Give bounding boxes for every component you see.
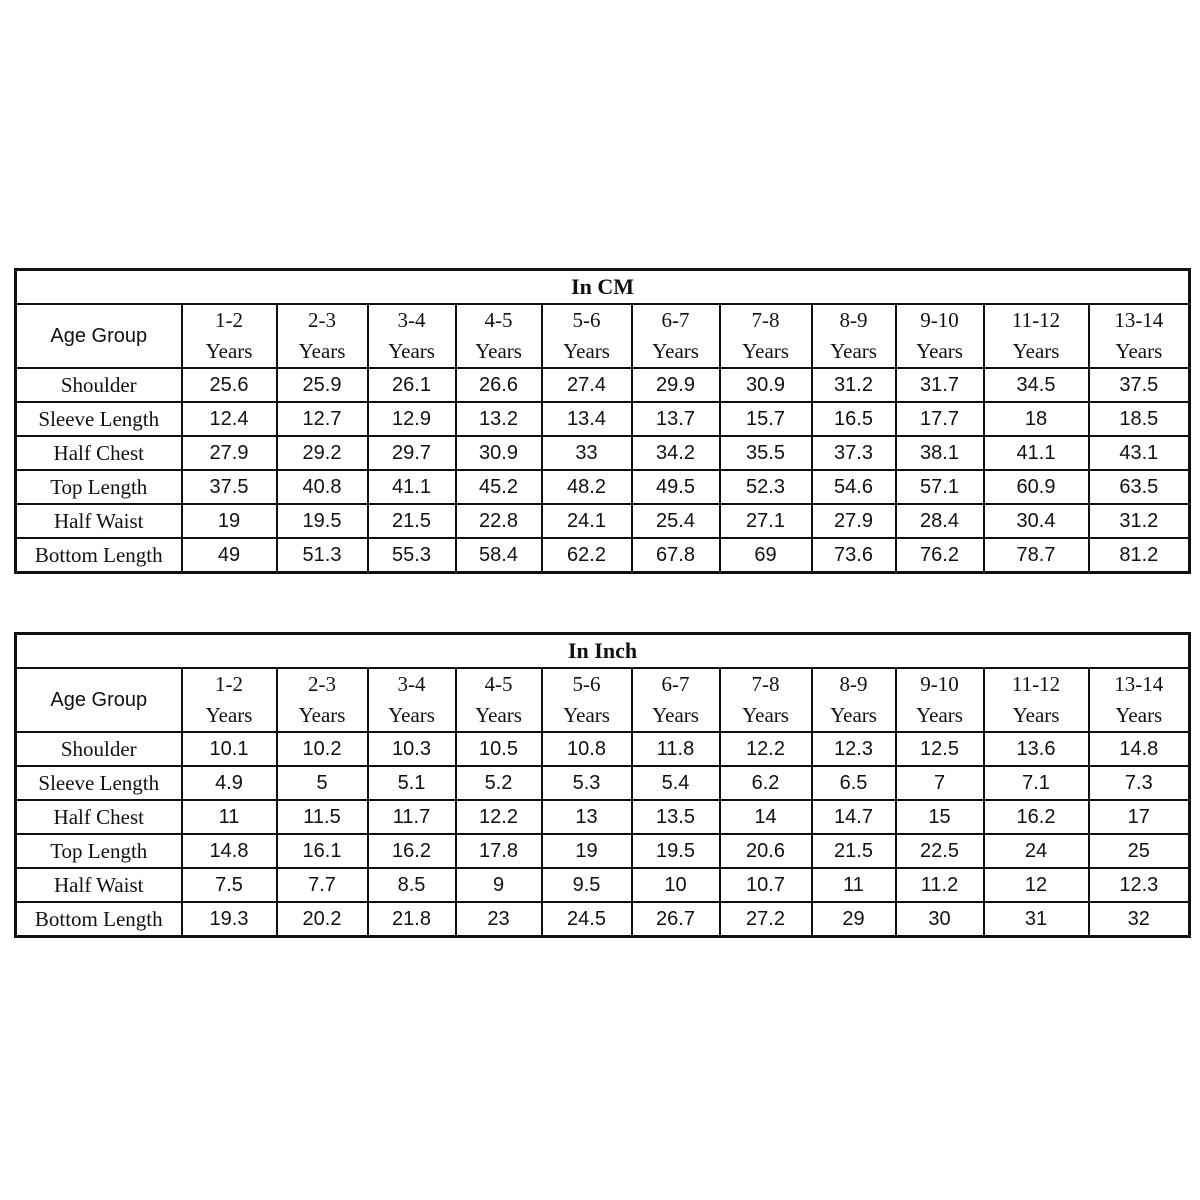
age-range: 7-8	[751, 308, 780, 332]
age-range: 3-4	[397, 308, 426, 332]
measurement-value: 24.1	[542, 504, 632, 538]
measurement-value: 13.5	[632, 800, 720, 834]
measurement-value: 27.2	[720, 902, 812, 937]
measurement-row	[16, 402, 1190, 436]
measurement-value: 29	[812, 902, 896, 937]
measurement-value: 37.3	[812, 436, 896, 470]
measurement-value: 13.6	[984, 732, 1089, 766]
table-title-row	[16, 634, 1190, 669]
measurement-value: 5.1	[368, 766, 456, 800]
measurement-value: 11.5	[277, 800, 368, 834]
measurement-value: 11	[812, 868, 896, 902]
age-range: 5-6	[572, 308, 601, 332]
measurement-value: 60.9	[984, 470, 1089, 504]
measurement-value: 63.5	[1089, 470, 1190, 504]
measurement-value: 5.2	[456, 766, 542, 800]
age-group-header	[277, 668, 368, 732]
age-range: 8-9	[839, 308, 868, 332]
measurement-value: 81.2	[1089, 538, 1190, 573]
measurement-value: 10.5	[456, 732, 542, 766]
measurement-value: 34.2	[632, 436, 720, 470]
age-unit: Years	[652, 339, 699, 363]
measurement-value: 21.8	[368, 902, 456, 937]
age-unit: Years	[1115, 339, 1163, 363]
measurement-value: 9.5	[542, 868, 632, 902]
measurement-value: 25	[1089, 834, 1190, 868]
measurement-row	[16, 902, 1190, 937]
measurement-value: 12.2	[456, 800, 542, 834]
measurement-value: 19.5	[277, 504, 368, 538]
measurement-value: 29.2	[277, 436, 368, 470]
measurement-value: 5	[277, 766, 368, 800]
measurement-value: 14.8	[1089, 732, 1190, 766]
measurement-row	[16, 800, 1190, 834]
measurement-value: 34.5	[984, 368, 1089, 402]
measurement-value: 58.4	[456, 538, 542, 573]
age-group-header	[182, 668, 277, 732]
measurement-row	[16, 766, 1190, 800]
age-unit: Years	[475, 703, 522, 727]
measurement-label: Half Waist	[16, 504, 182, 538]
age-group-label: Age Group	[16, 668, 182, 732]
age-group-header	[1089, 304, 1190, 368]
age-range: 8-9	[839, 672, 868, 696]
age-group-header	[542, 304, 632, 368]
measurement-value: 13.4	[542, 402, 632, 436]
age-group-header	[456, 304, 542, 368]
age-group-header	[896, 304, 984, 368]
measurement-value: 13.2	[456, 402, 542, 436]
measurement-value: 7.1	[984, 766, 1089, 800]
measurement-value: 40.8	[277, 470, 368, 504]
measurement-value: 27.9	[182, 436, 277, 470]
age-range: 9-10	[920, 308, 959, 332]
measurement-label: Bottom Length	[16, 538, 182, 573]
measurement-value: 15	[896, 800, 984, 834]
measurement-label: Top Length	[16, 834, 182, 868]
measurement-value: 29.7	[368, 436, 456, 470]
measurement-value: 19	[182, 504, 277, 538]
measurement-value: 54.6	[812, 470, 896, 504]
measurement-label: Sleeve Length	[16, 402, 182, 436]
measurement-value: 25.9	[277, 368, 368, 402]
measurement-value: 7.7	[277, 868, 368, 902]
measurement-value: 38.1	[896, 436, 984, 470]
age-group-label: Age Group	[16, 304, 182, 368]
age-unit: Years	[830, 703, 877, 727]
age-range: 4-5	[484, 672, 513, 696]
measurement-value: 4.9	[182, 766, 277, 800]
age-range: 1-2	[215, 672, 243, 696]
measurement-label: Top Length	[16, 470, 182, 504]
measurement-value: 25.4	[632, 504, 720, 538]
measurement-value: 18.5	[1089, 402, 1190, 436]
measurement-value: 12.3	[1089, 868, 1190, 902]
measurement-value: 5.4	[632, 766, 720, 800]
measurement-label: Shoulder	[16, 368, 182, 402]
measurement-value: 22.5	[896, 834, 984, 868]
measurement-value: 11.2	[896, 868, 984, 902]
age-unit: Years	[652, 703, 699, 727]
measurement-value: 27.4	[542, 368, 632, 402]
measurement-value: 19.3	[182, 902, 277, 937]
age-unit: Years	[298, 703, 346, 727]
measurement-value: 11.8	[632, 732, 720, 766]
measurement-value: 7.3	[1089, 766, 1190, 800]
measurement-value: 16.5	[812, 402, 896, 436]
size-chart-inch-table	[14, 632, 1191, 938]
measurement-value: 11	[182, 800, 277, 834]
measurement-value: 10	[632, 868, 720, 902]
measurement-value: 33	[542, 436, 632, 470]
age-group-header-row	[16, 668, 1190, 732]
measurement-value: 67.8	[632, 538, 720, 573]
measurement-value: 15.7	[720, 402, 812, 436]
measurement-value: 6.5	[812, 766, 896, 800]
measurement-row	[16, 436, 1190, 470]
measurement-value: 17	[1089, 800, 1190, 834]
measurement-value: 10.8	[542, 732, 632, 766]
measurement-value: 24	[984, 834, 1089, 868]
measurement-value: 31.2	[812, 368, 896, 402]
measurement-value: 10.3	[368, 732, 456, 766]
measurement-value: 62.2	[542, 538, 632, 573]
age-group-header	[542, 668, 632, 732]
measurement-value: 55.3	[368, 538, 456, 573]
age-range: 11-12	[1011, 672, 1061, 696]
age-range: 5-6	[572, 672, 601, 696]
age-group-header	[368, 304, 456, 368]
age-range: 1-2	[215, 308, 243, 332]
measurement-value: 5.3	[542, 766, 632, 800]
age-unit: Years	[205, 339, 253, 363]
measurement-value: 31.7	[896, 368, 984, 402]
age-group-header	[632, 304, 720, 368]
measurement-value: 32	[1089, 902, 1190, 937]
age-unit: Years	[563, 703, 610, 727]
age-unit: Years	[1012, 339, 1060, 363]
age-range: 6-7	[661, 308, 690, 332]
age-group-header	[896, 668, 984, 732]
measurement-value: 37.5	[1089, 368, 1190, 402]
age-group-header	[720, 304, 812, 368]
age-range: 2-3	[308, 308, 336, 332]
measurement-value: 52.3	[720, 470, 812, 504]
age-unit: Years	[742, 703, 789, 727]
measurement-value: 24.5	[542, 902, 632, 937]
measurement-row	[16, 368, 1190, 402]
age-group-header-row	[16, 304, 1190, 368]
age-range: 13-14	[1114, 308, 1164, 332]
measurement-value: 19.5	[632, 834, 720, 868]
age-unit: Years	[388, 339, 435, 363]
measurement-value: 10.2	[277, 732, 368, 766]
age-unit: Years	[205, 703, 253, 727]
measurement-value: 23	[456, 902, 542, 937]
age-range: 7-8	[751, 672, 780, 696]
measurement-value: 25.6	[182, 368, 277, 402]
measurement-value: 29.9	[632, 368, 720, 402]
measurement-row	[16, 470, 1190, 504]
age-range: 4-5	[484, 308, 513, 332]
measurement-value: 27.1	[720, 504, 812, 538]
age-unit: Years	[563, 339, 610, 363]
measurement-value: 21.5	[368, 504, 456, 538]
table-title-row	[16, 270, 1190, 305]
measurement-value: 12.7	[277, 402, 368, 436]
measurement-value: 7.5	[182, 868, 277, 902]
measurement-row	[16, 732, 1190, 766]
age-range: 2-3	[308, 672, 336, 696]
age-unit: Years	[1012, 703, 1060, 727]
age-unit: Years	[916, 703, 963, 727]
measurement-value: 10.1	[182, 732, 277, 766]
measurement-label: Sleeve Length	[16, 766, 182, 800]
age-range: 6-7	[661, 672, 690, 696]
measurement-value: 26.6	[456, 368, 542, 402]
age-unit: Years	[1115, 703, 1163, 727]
measurement-label: Shoulder	[16, 732, 182, 766]
measurement-value: 51.3	[277, 538, 368, 573]
measurement-value: 19	[542, 834, 632, 868]
measurement-value: 12.5	[896, 732, 984, 766]
measurement-value: 17.7	[896, 402, 984, 436]
age-range: 13-14	[1114, 672, 1164, 696]
age-group-header	[984, 668, 1089, 732]
measurement-value: 16.2	[984, 800, 1089, 834]
table-title: In CM	[16, 270, 1190, 305]
measurement-value: 13.7	[632, 402, 720, 436]
measurement-value: 73.6	[812, 538, 896, 573]
measurement-value: 10.7	[720, 868, 812, 902]
age-group-header	[632, 668, 720, 732]
measurement-value: 45.2	[456, 470, 542, 504]
age-group-header	[456, 668, 542, 732]
measurement-value: 69	[720, 538, 812, 573]
measurement-value: 18	[984, 402, 1089, 436]
measurement-value: 14	[720, 800, 812, 834]
age-unit: Years	[916, 339, 963, 363]
measurement-value: 30.9	[456, 436, 542, 470]
measurement-value: 76.2	[896, 538, 984, 573]
measurement-label: Bottom Length	[16, 902, 182, 937]
measurement-row	[16, 834, 1190, 868]
measurement-value: 12.4	[182, 402, 277, 436]
measurement-value: 14.8	[182, 834, 277, 868]
age-group-header	[812, 304, 896, 368]
measurement-value: 9	[456, 868, 542, 902]
measurement-value: 43.1	[1089, 436, 1190, 470]
size-chart-cm-table	[14, 268, 1191, 574]
measurement-value: 28.4	[896, 504, 984, 538]
measurement-value: 21.5	[812, 834, 896, 868]
measurement-value: 57.1	[896, 470, 984, 504]
age-unit: Years	[388, 703, 435, 727]
measurement-value: 41.1	[368, 470, 456, 504]
measurement-value: 16.1	[277, 834, 368, 868]
measurement-value: 49	[182, 538, 277, 573]
measurement-value: 17.8	[456, 834, 542, 868]
age-unit: Years	[830, 339, 877, 363]
measurement-value: 12.3	[812, 732, 896, 766]
measurement-value: 12.9	[368, 402, 456, 436]
table-title: In Inch	[16, 634, 1190, 669]
measurement-value: 13	[542, 800, 632, 834]
measurement-value: 31.2	[1089, 504, 1190, 538]
measurement-value: 14.7	[812, 800, 896, 834]
measurement-label: Half Chest	[16, 800, 182, 834]
measurement-value: 12.2	[720, 732, 812, 766]
measurement-value: 37.5	[182, 470, 277, 504]
age-range: 3-4	[397, 672, 426, 696]
age-group-header	[1089, 668, 1190, 732]
measurement-value: 7	[896, 766, 984, 800]
age-unit: Years	[475, 339, 522, 363]
measurement-value: 48.2	[542, 470, 632, 504]
age-group-header	[277, 304, 368, 368]
measurement-row	[16, 504, 1190, 538]
measurement-value: 30.4	[984, 504, 1089, 538]
measurement-value: 20.6	[720, 834, 812, 868]
measurement-label: Half Waist	[16, 868, 182, 902]
measurement-value: 30.9	[720, 368, 812, 402]
measurement-row	[16, 538, 1190, 573]
measurement-value: 6.2	[720, 766, 812, 800]
age-range: 9-10	[920, 672, 959, 696]
age-group-header	[720, 668, 812, 732]
measurement-value: 30	[896, 902, 984, 937]
measurement-value: 11.7	[368, 800, 456, 834]
age-group-header	[812, 668, 896, 732]
measurement-value: 41.1	[984, 436, 1089, 470]
measurement-value: 12	[984, 868, 1089, 902]
measurement-value: 20.2	[277, 902, 368, 937]
measurement-value: 16.2	[368, 834, 456, 868]
measurement-value: 31	[984, 902, 1089, 937]
measurement-value: 78.7	[984, 538, 1089, 573]
measurement-value: 26.1	[368, 368, 456, 402]
measurement-label: Half Chest	[16, 436, 182, 470]
age-unit: Years	[742, 339, 789, 363]
age-group-header	[182, 304, 277, 368]
age-group-header	[984, 304, 1089, 368]
age-group-header	[368, 668, 456, 732]
measurement-value: 8.5	[368, 868, 456, 902]
measurement-value: 27.9	[812, 504, 896, 538]
measurement-value: 26.7	[632, 902, 720, 937]
age-unit: Years	[298, 339, 346, 363]
measurement-row	[16, 868, 1190, 902]
measurement-value: 49.5	[632, 470, 720, 504]
measurement-value: 35.5	[720, 436, 812, 470]
age-range: 11-12	[1011, 308, 1061, 332]
measurement-value: 22.8	[456, 504, 542, 538]
